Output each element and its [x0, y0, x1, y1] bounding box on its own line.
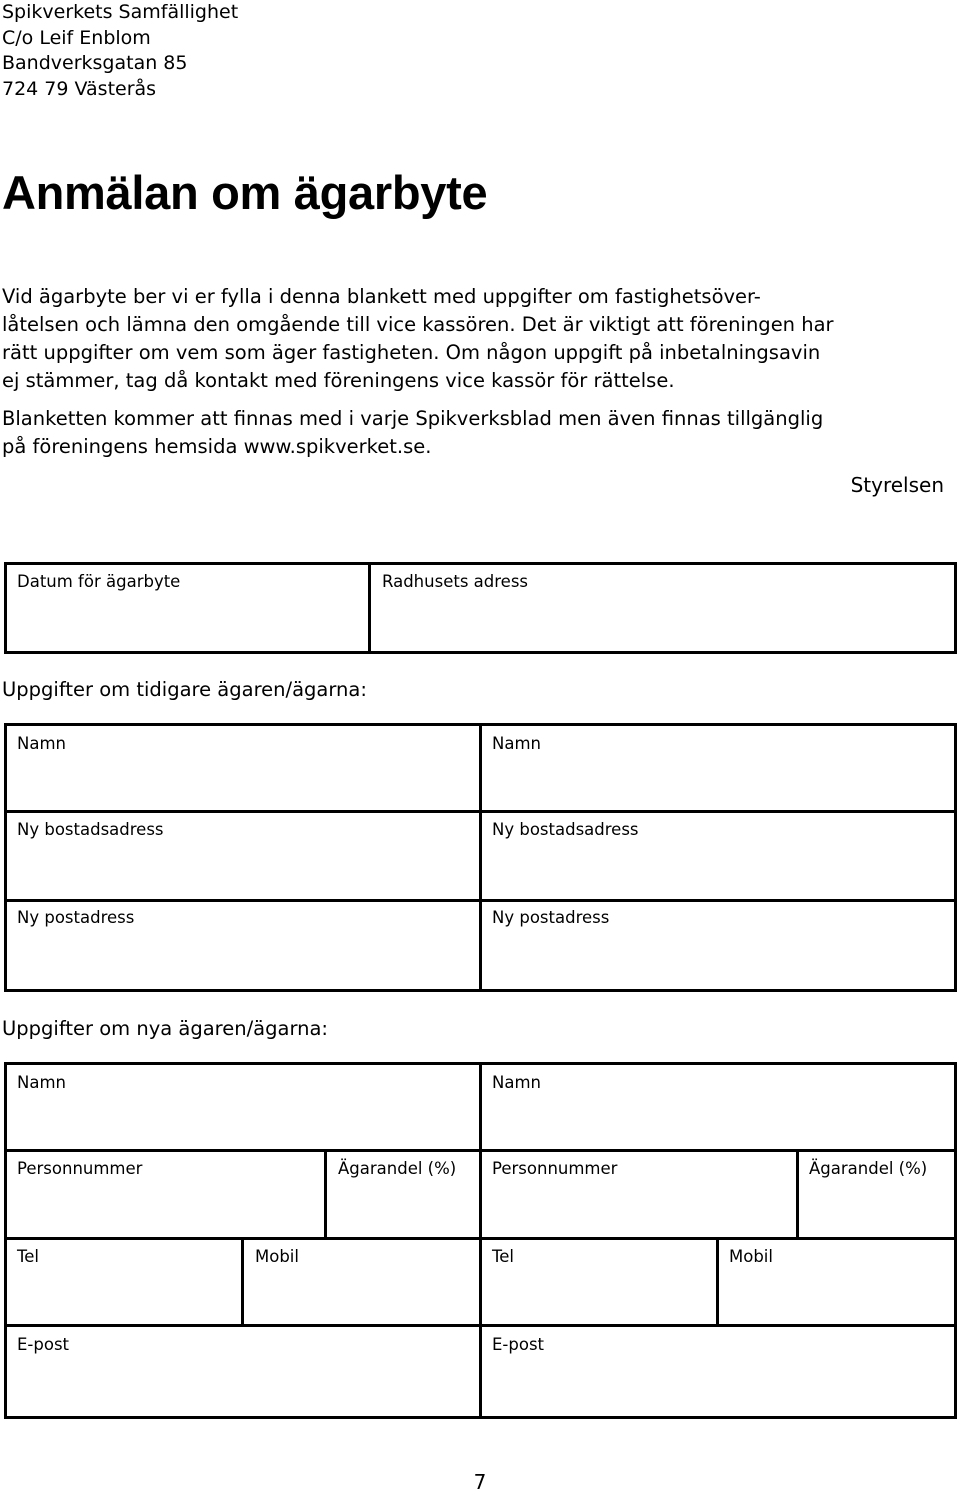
new-owner-1-share-label: Ägarandel (%): [338, 1159, 457, 1178]
sender-address: [2, 0, 238, 102]
previous-owners-heading: Uppgifter om tidigare ägaren/ägarna:: [2, 678, 367, 701]
previous-owner-1-name-label: Namn: [17, 734, 66, 753]
address-line-1: Spikverkets Samfällighet: [2, 1, 239, 23]
divider: [4, 1149, 957, 1152]
address-line-2: C/o Leif Enblom: [2, 26, 151, 49]
divider: [4, 899, 957, 902]
divider: [479, 723, 482, 992]
divider: [4, 1324, 957, 1327]
intro-line: på föreningens hemsida www.spikverket.se.: [2, 435, 432, 458]
previous-owner-2-address-label: Ny bostadsadress: [492, 820, 639, 839]
divider: [241, 1237, 244, 1327]
new-owner-2-email-label: E-post: [492, 1335, 545, 1354]
previous-owner-1-address-label: Ny bostadsadress: [17, 820, 164, 839]
date-field[interactable]: [10, 600, 362, 648]
intro-paragraph-2: [2, 405, 952, 461]
divider: [368, 562, 371, 654]
page-title: Anmälan om ägarbyte: [2, 166, 488, 219]
intro-line: Vid ägarbyte ber vi er fylla i denna blankett med uppgifter om fastighetsöver-: [2, 285, 761, 308]
intro-line: rätt uppgifter om vem som äger fastigheten. Om någon uppgift på inbetalningsavin: [2, 341, 821, 364]
divider: [4, 1237, 957, 1240]
new-owner-1-email-label: E-post: [17, 1335, 70, 1354]
previous-owner-2-name-label: Namn: [492, 734, 541, 753]
previous-owner-2-postal-label: Ny postadress: [492, 908, 610, 927]
new-owner-2-personal-number-label: Personnummer: [492, 1159, 618, 1178]
new-owner-1-phone-label: Tel: [17, 1247, 40, 1266]
intro-paragraph-1: [2, 283, 952, 395]
address-line-3: Bandverksgatan 85: [2, 52, 188, 74]
new-owner-2-name-label: Namn: [492, 1073, 541, 1092]
intro-text: [2, 283, 952, 461]
divider: [479, 1062, 482, 1419]
new-owner-2-mobile-label: Mobil: [729, 1247, 773, 1266]
new-owner-1-personal-number-label: Personnummer: [17, 1159, 143, 1178]
new-owner-1-name-label: Namn: [17, 1073, 66, 1092]
new-owner-2-phone-label: Tel: [492, 1247, 515, 1266]
page-number: 7: [473, 1470, 487, 1494]
address-field[interactable]: [375, 600, 951, 648]
divider: [796, 1149, 799, 1240]
divider: [716, 1237, 719, 1327]
intro-line: Blanketten kommer att finnas med i varje Spikverksblad men även finnas tillgänglig: [2, 407, 824, 430]
address-line-4: 724 79 Västerås: [2, 77, 157, 100]
address-field-label: Radhusets adress: [382, 572, 529, 591]
intro-line: ej stämmer, tag då kontakt med föreningens vice kassör för rättelse.: [2, 369, 675, 392]
new-owner-2-share-label: Ägarandel (%): [809, 1159, 928, 1178]
divider: [324, 1149, 327, 1240]
new-owner-1-mobile-label: Mobil: [255, 1247, 299, 1266]
previous-owner-1-postal-label: Ny postadress: [17, 908, 135, 927]
intro-line: låtelsen och lämna den omgående till vice kassören. Det är viktigt att föreningen har: [2, 313, 834, 336]
date-field-label: Datum för ägarbyte: [17, 572, 181, 591]
signature: Styrelsen: [850, 473, 944, 497]
divider: [4, 810, 957, 813]
new-owners-heading: Uppgifter om nya ägaren/ägarna:: [2, 1017, 328, 1040]
